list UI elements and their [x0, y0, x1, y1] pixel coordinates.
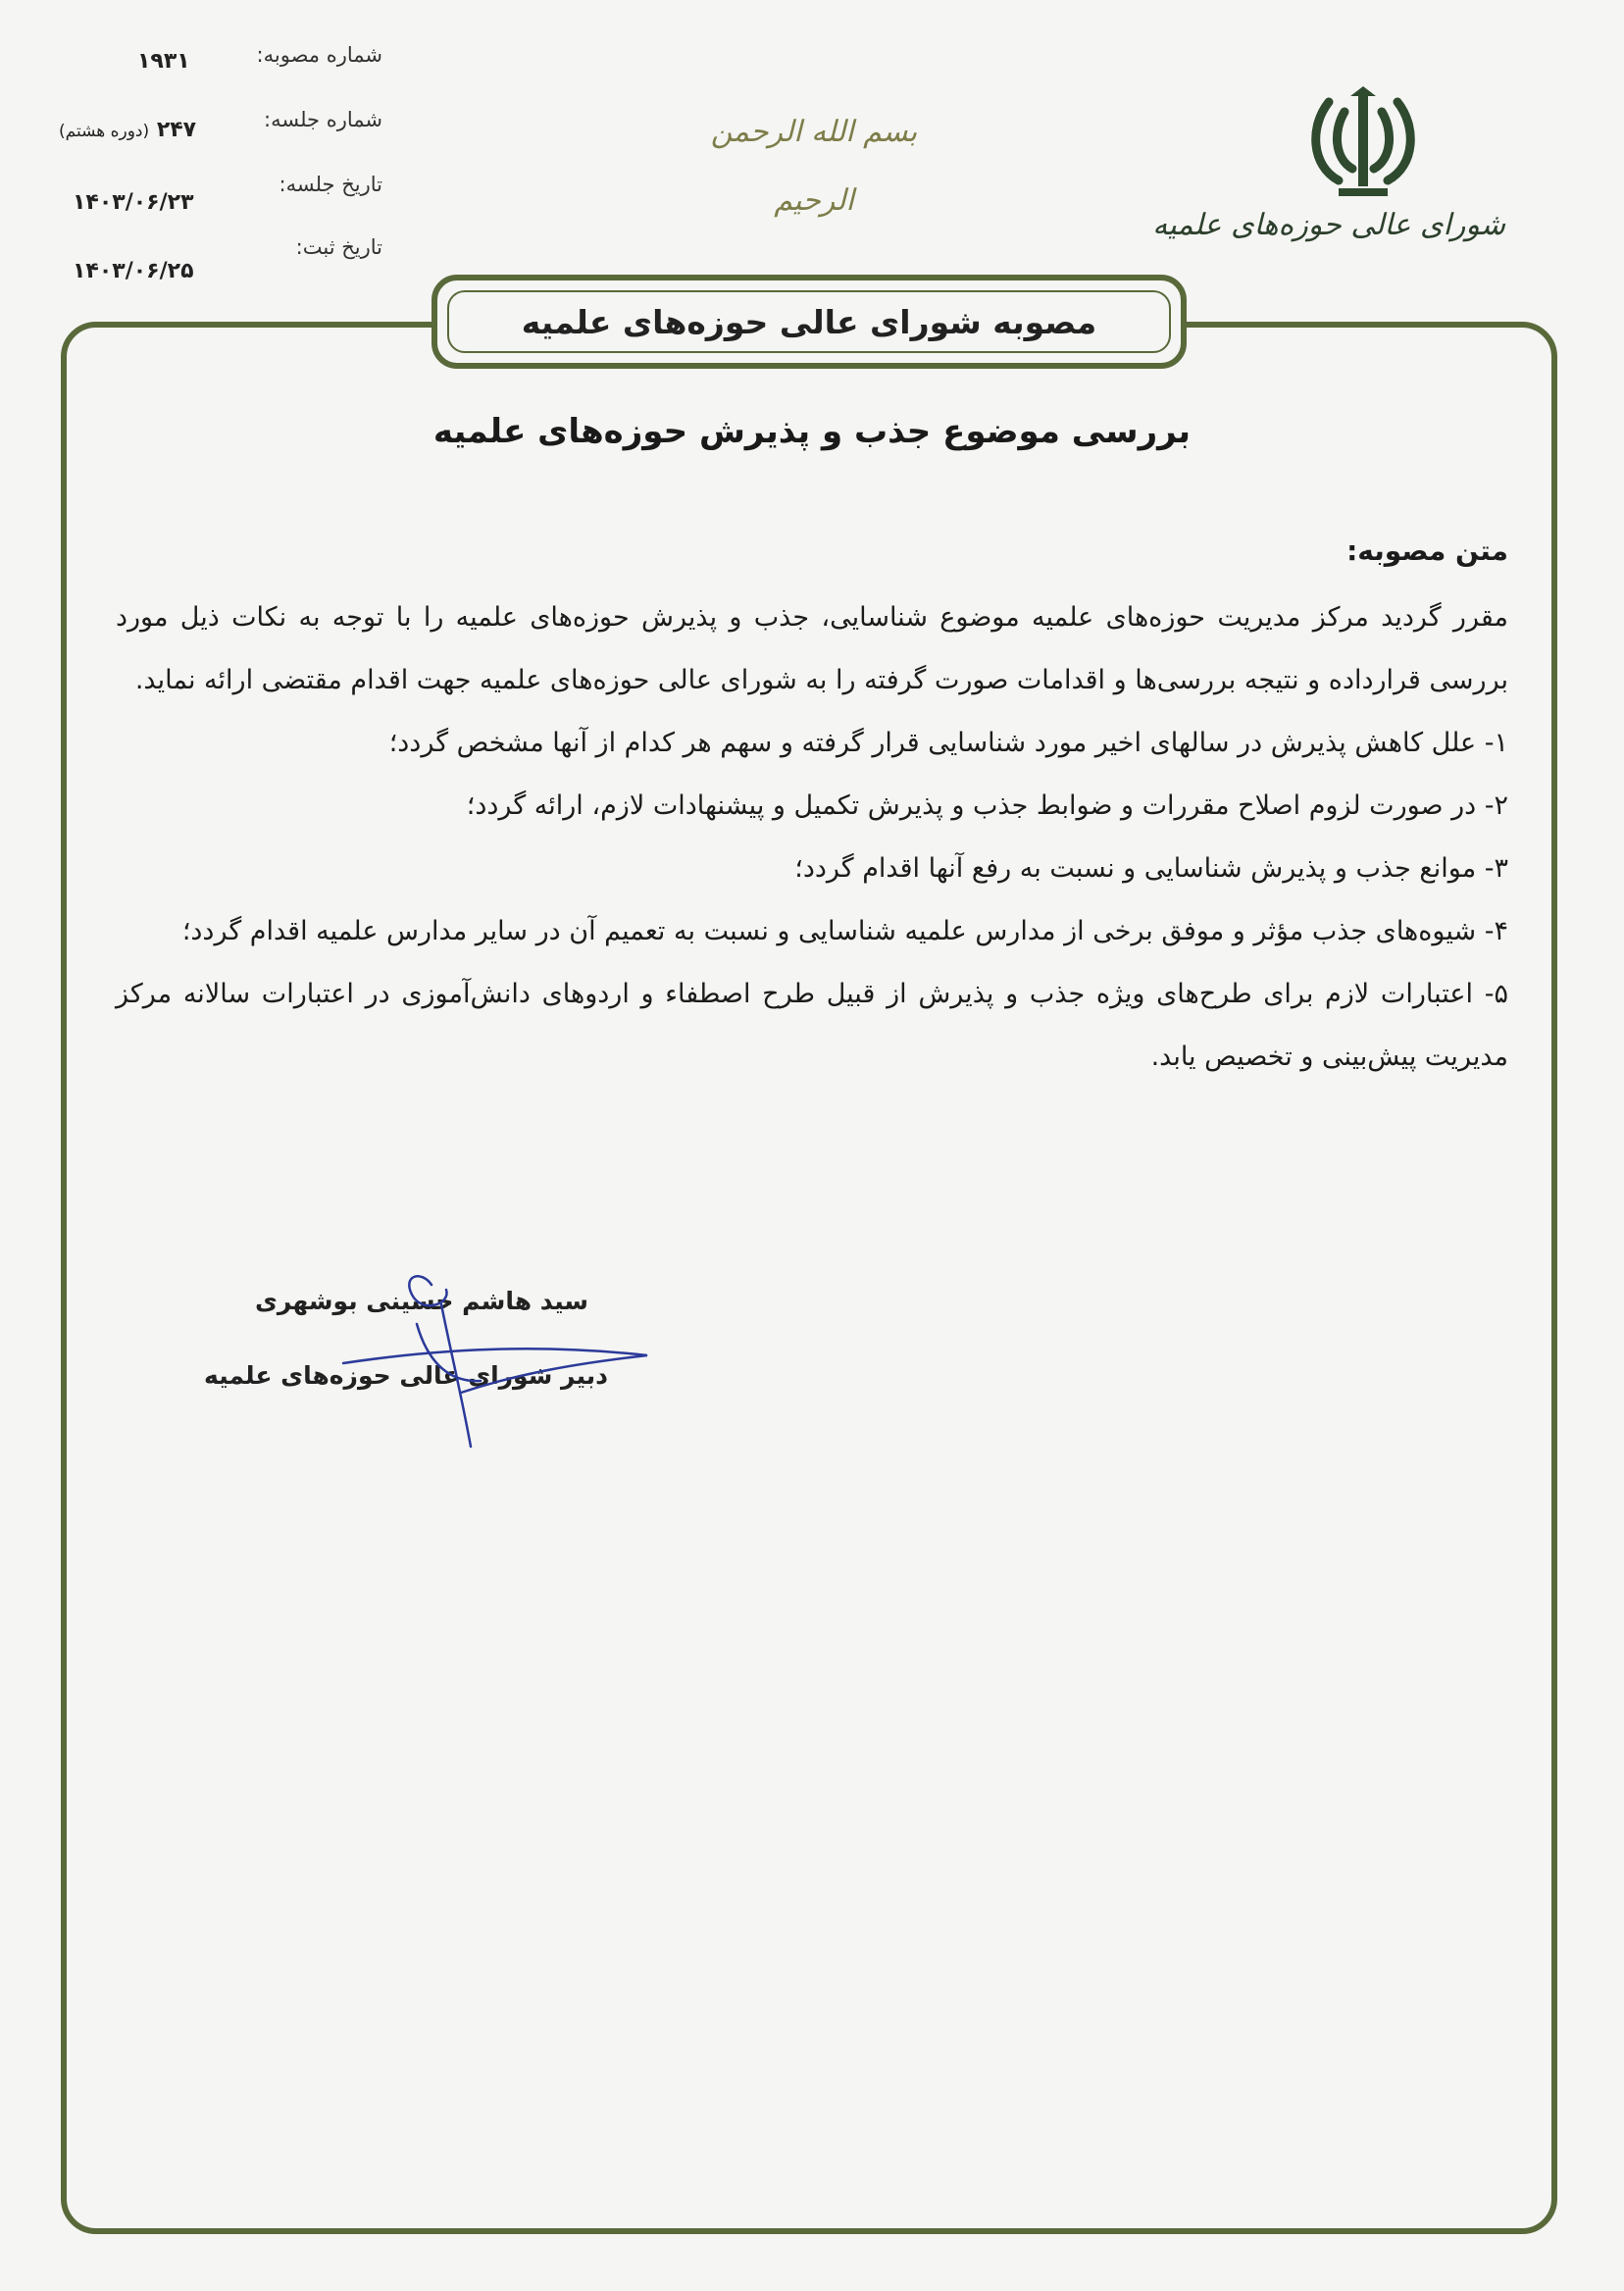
session-number-wrap	[59, 118, 196, 142]
document-subject: بررسی موضوع جذب و پذیرش حوزه‌های علمیه	[432, 412, 1192, 451]
session-number-note: (دوره هشتم)	[59, 122, 150, 141]
signatory-name: سید هاشم حسینی بوشهری	[254, 1287, 588, 1315]
content-item-5: ۵- اعتبارات لازم برای طرح‌های ویژه جذب و پذیرش از قبیل طرح اصطفاء و اردوهای دانش‌آموزی در اعتبارات سالانه مرکز مدیریت پیش‌بینی و تخصیص یابد.	[116, 979, 1508, 1072]
session-number: ۲۴۷	[156, 118, 197, 142]
content-intro: مقرر گردید مرکز مدیریت حوزه‌های علمیه موضوع شناسایی، جذب و پذیرش حوزه‌های علمیه را با توجه به نکات ذیل مورد بررسی قرارداده و نتیجه بررسی‌ها و اقدامات صورت گرفته را به شورای عالی حوزه‌های علمیه جهت اقدام مقتضی ارائه نماید.	[116, 602, 1508, 695]
resolution-content	[116, 520, 1508, 1089]
iran-emblem-icon	[1299, 82, 1427, 200]
record-date-row	[59, 235, 382, 283]
content-item-4: ۴- شیوه‌های جذب مؤثر و موفق برخی از مدارس علمیه شناسایی و نسبت به تعمیم آن در سایر مدارس علمیه اقدام گردد؛	[181, 916, 1508, 946]
resolution-number-label: شماره مصوبه:	[256, 43, 382, 67]
basmala-calligraphy: بسم الله الرحمن الرحیم	[710, 115, 918, 218]
content-item-2: ۲- در صورت لزوم اصلاح مقررات و ضوابط جذب و پذیرش تکمیل و پیشنهادات لازم، ارائه گردد؛	[466, 790, 1508, 821]
record-date: ۱۴۰۳/۰۶/۲۵	[73, 259, 194, 283]
content-heading: متن مصوبه:	[1346, 535, 1508, 567]
resolution-number-row	[59, 43, 382, 82]
session-date-row	[59, 173, 382, 215]
record-date-label: تاریخ ثبت:	[295, 235, 382, 259]
signatory-title: دبیر شورای عالی حوزه‌های علمیه	[204, 1361, 608, 1390]
content-item-1: ۱- علل کاهش پذیرش در سالهای اخیر مورد شناسایی قرار گرفته و سهم هر کدام از آنها مشخص گردد؛	[388, 728, 1508, 758]
content-item-3: ۳- موانع جذب و پذیرش شناسایی و نسبت به رفع آنها اقدام گردد؛	[794, 853, 1508, 884]
session-date: ۱۴۰۳/۰۶/۲۳	[73, 190, 194, 215]
session-number-row	[59, 108, 382, 147]
frame-title: مصوبه شورای عالی حوزه‌های علمیه	[447, 290, 1171, 353]
handwritten-signature	[324, 1265, 657, 1451]
frame-title-box	[431, 275, 1187, 369]
session-number-label: شماره جلسه:	[264, 108, 382, 131]
session-date-label: تاریخ جلسه:	[279, 173, 382, 196]
council-name-calligraphy: شورای عالی حوزه‌های علمیه	[1152, 208, 1505, 242]
resolution-number: ۱۹۳۱	[137, 49, 190, 74]
